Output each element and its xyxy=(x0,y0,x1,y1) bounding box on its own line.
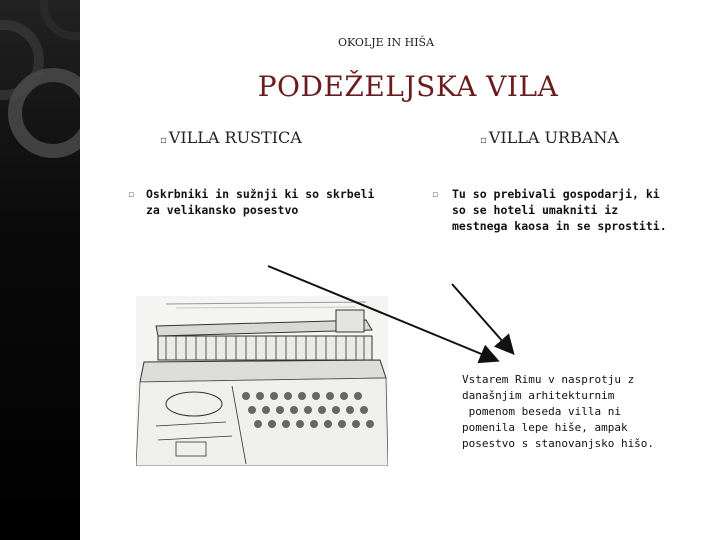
caption-line: današnjim arhitekturnim xyxy=(462,389,615,402)
bullet-icon: ▫ xyxy=(480,135,487,146)
text-line: Oskrbniki in sužnji ki so skrbeli xyxy=(146,187,375,201)
bullet-icon: ▫ xyxy=(160,135,167,146)
caption-line: posestvo s stanovanjsko hišo. xyxy=(462,437,655,450)
villa-urbana-heading-text: VILLA URBANA xyxy=(488,128,619,147)
section-label: OKOLJE IN HIŠA xyxy=(337,36,435,49)
text-line: Tu so prebivali gospodarji, ki xyxy=(452,187,660,201)
arrow-icon xyxy=(452,284,512,352)
caption-line: Vstarem Rimu v nasprotju z xyxy=(462,373,635,386)
villa-rustica-text xyxy=(146,186,374,218)
villa-illustration xyxy=(136,296,388,466)
villa-rustica-heading xyxy=(160,128,302,147)
text-line: so se hoteli umakniti iz xyxy=(452,203,619,217)
decorative-ring-icon xyxy=(40,0,80,40)
caption-line: pomenom beseda villa ni xyxy=(462,405,621,418)
text-line: za velikansko posestvo xyxy=(146,203,299,217)
page-title: PODEŽELJSKA VILA xyxy=(257,70,559,103)
caption-text xyxy=(462,372,692,452)
caption-line: pomenila lepe hiše, ampak xyxy=(462,421,628,434)
villa-urbana-text xyxy=(452,186,667,234)
villa-urbana-heading xyxy=(480,128,619,147)
bullet-icon: ▫ xyxy=(128,190,135,200)
villa-rustica-heading-text: VILLA RUSTICA xyxy=(168,128,302,147)
text-line: mestnega kaosa in se sprostiti. xyxy=(452,219,667,233)
bullet-icon: ▫ xyxy=(432,190,439,200)
